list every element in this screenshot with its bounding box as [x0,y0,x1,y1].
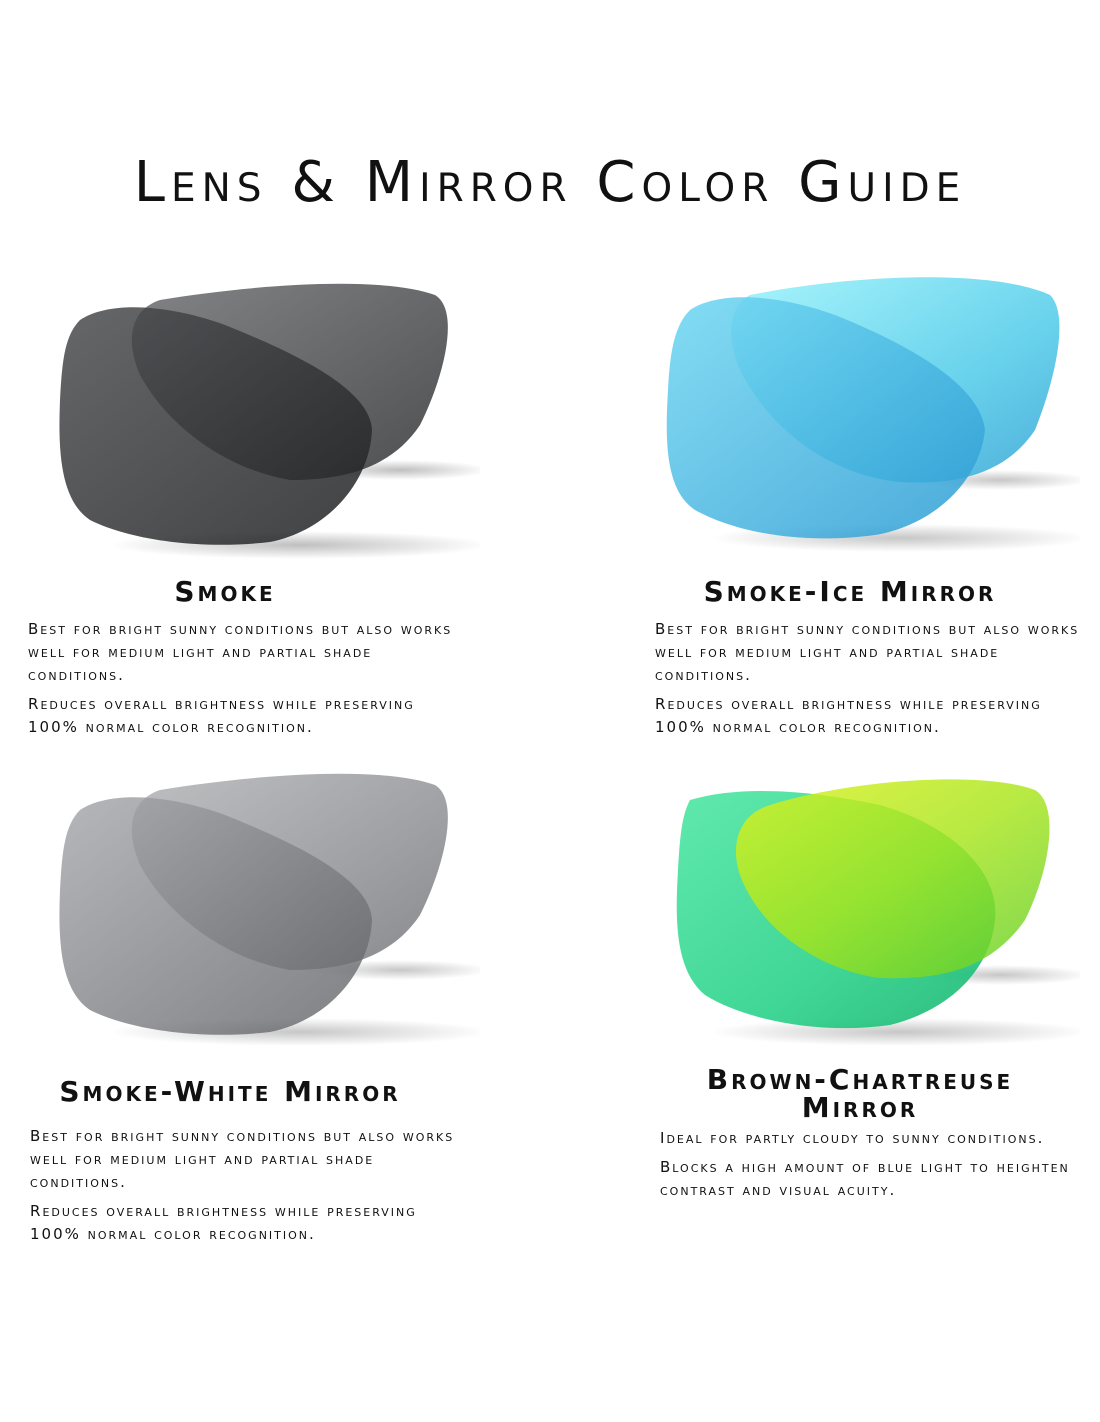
brown-chartreuse-mirror-lens-image [650,770,1080,1070]
smoke-white-desc-2: Reduces overall brightness while preserving 100% normal color recognition. [30,1202,417,1243]
smoke-desc-1: Best for bright sunny conditions but also works well for medium light and partial shade conditions. [28,620,453,684]
smoke-desc-2: Reduces overall brightness while preserving 100% normal color recognition. [28,695,415,736]
smoke-ice-mirror-lens-image [650,270,1080,570]
page-title: Lens & Mirror Color Guide [133,150,967,215]
brown-chartreuse-mirror-description [660,1127,1080,1208]
smoke-description [28,618,468,745]
smoke-ice-mirror-description [655,618,1095,745]
smoke-ice-desc-2: Reduces overall brightness while preserving 100% normal color recognition. [655,695,1042,736]
smoke-lens-image [50,280,480,580]
smoke-white-desc-1: Best for bright sunny conditions but also works well for medium light and partial shade conditions. [30,1127,455,1191]
smoke-ice-desc-1: Best for bright sunny conditions but also works well for medium light and partial shade conditions. [655,620,1080,684]
smoke-white-mirror-name: Smoke-White Mirror [59,1075,401,1108]
brown-chartreuse-mirror-name: Brown-Chartreuse Mirror [706,1063,1014,1124]
smoke-ice-mirror-name: Smoke-Ice Mirror [703,575,997,608]
brown-chartreuse-desc-1: Ideal for partly cloudy to sunny conditions. [660,1129,1045,1147]
smoke-white-mirror-lens-image [50,770,480,1070]
smoke-white-mirror-description [30,1125,470,1252]
smoke-name: Smoke [174,575,276,608]
brown-chartreuse-desc-2: Blocks a high amount of blue light to heighten contrast and visual acuity. [660,1158,1070,1199]
